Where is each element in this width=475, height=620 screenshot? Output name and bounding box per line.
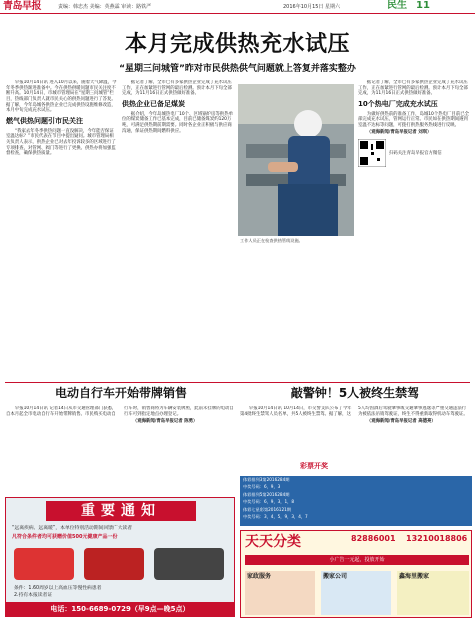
lottery-row: 体彩排列3第2016284期 xyxy=(243,477,290,482)
lead-subhead: 供热企业已备足煤炭 xyxy=(122,99,185,108)
story-byline: （观海新闻/青岛早报记者 陈勇） xyxy=(132,418,198,424)
qr-caption: 扫码关注青岛早报官方微信 xyxy=(389,150,442,156)
lead-paragraph: 据记者了解，全市已有多家供热企业完成了充水试压工作，正在加紧进行管网的最后检测。预计本月下旬全部完成，为11月16日正式供热做好准备。 xyxy=(358,80,468,97)
classified-box-3: 鑫海里搬家 xyxy=(397,571,469,615)
headline-banned: 敲警钟！5人被终生禁驾 xyxy=(290,386,420,400)
story-paragraph: 早报10月14日讯 记者14日从市交通管理部门获悉，自本月起全市电动自行车开始带牌销售。市民购买电动自行车时，销售商将为车辆安装牌照，此前未挂牌的电动自行车可到指定地点办理登记。 xyxy=(6,406,234,417)
advert-note1: 条件：1.60周岁以上高血压等慢性病患者 xyxy=(14,586,102,591)
lottery-row: 中奖号码：3，4，5，9，3，4，7 xyxy=(243,513,308,519)
lead-column-2 xyxy=(122,80,234,380)
classified-box-2: 搬家公司 xyxy=(321,571,391,615)
story-byline: （观海新闻/青岛早报记者 高德亮） xyxy=(366,418,436,424)
lottery-row: 体彩七星彩第2016121期 xyxy=(243,506,291,512)
issue-date: 2016年10月15日 星期六 xyxy=(283,4,341,10)
notice-advert xyxy=(5,497,235,617)
story-ebike xyxy=(6,386,236,496)
lead-paragraph: 据记者了解，全市已有多家供热企业完成了充水试压工作，正在加紧进行管网的最后检测。预计本月下旬全部完成，为11月16日正式供热做好准备。 xyxy=(122,80,232,97)
lead-paragraph: 早报10月14日讯 进入10月以来，随着天气降温，今年冬季供热渐进准备中。今在供热供暖问题市民关注度不断升高。10月14日，市城市管理局在“星期三问城管”栏目，热线部门负责人就市民关心的供热问题进行了答复。据了解，今年岛城各供热企业已完成供热设施维修改造，本月中旬完成充水试压。 xyxy=(6,80,117,114)
subheadline-main: “星期三问城管”昨对市民供热供气问题就上答复并落实整办 xyxy=(119,64,356,74)
editor-credits: 责编：韩忠杰 美编：英燕霖 审读：路铁严 xyxy=(58,4,152,10)
worker-photo-illustration xyxy=(238,84,354,236)
lead-paragraph: 为做好供热前的准备工作，岛城10个热电厂目前已全部完成充水试压，管网运行正常。市民如在供热期间遇到室温不达标等问题，可拨打供热服务热线进行反映。 xyxy=(358,111,469,129)
lottery-row: 体彩排列5第2016284期 xyxy=(243,491,290,497)
section-title: 民生 xyxy=(387,0,407,11)
lottery-row: 中奖号码：6，9，3 xyxy=(243,484,281,490)
headline-main: 本月完成供热充水试压 xyxy=(124,31,350,57)
product-images xyxy=(14,544,228,584)
advert-phone[interactable]: 电话：150-6689-0729（早9点—晚5点） xyxy=(6,602,234,616)
divider xyxy=(5,382,470,383)
lead-paragraph: 据介绍，今年岛城热电厂10个、区域锅炉房等供热单位的煤炭储备工作已基本完成，目前已储备煤炭约120万吨，可满足供热期前期需要。同时各企业正积极与供应商沟通，保证供热期间燃料供应。 xyxy=(122,111,233,134)
lead-subhead: 燃气供热问题引市民关注 xyxy=(6,116,83,125)
lead-subhead: 10个热电厂完成充水试压 xyxy=(358,99,438,108)
photo-caption: 工作人员正在检查供热管线设施。 xyxy=(240,238,303,243)
classified-banner: 小广告一元起，投放开始 xyxy=(245,555,469,565)
newspaper-logo: 青岛早报 xyxy=(3,1,41,12)
page-number: 11 xyxy=(416,0,430,11)
lead-column-3 xyxy=(358,80,470,380)
advert-title: 重要通知 xyxy=(46,501,196,521)
advert-line2: 凡符合条件者均可获赠价值500元健康产品一份 xyxy=(12,534,118,540)
story-banned-body xyxy=(240,406,470,446)
story-ebike-body xyxy=(6,406,236,496)
masthead xyxy=(0,0,475,14)
advert-line1: “远离疾病、远离暖”，本单位特别活动期间回馈广大读者 xyxy=(12,526,133,531)
lead-column-1 xyxy=(6,80,118,380)
advert-note2: 2.持有本报读者证 xyxy=(14,593,53,598)
lottery-row: 中奖号码：6，9，3，1，8 xyxy=(243,499,295,505)
qr-code-icon[interactable] xyxy=(358,139,386,167)
lead-byline: （观海新闻/青岛早报记者 刘琪） xyxy=(366,129,432,135)
qr-block xyxy=(358,139,470,167)
lead-paragraph: “我家去年冬季供热问题一直没解决，今年能否保证室温达标？”市民代表在节目中提出疑问。城市管理局相关负责人表示，供热企业已对去年投诉较多的区域进行了专项排查，对管网、阀门等进行了更换。供热办将加强监督检查，确保供热质量。 xyxy=(6,128,116,157)
lottery-results xyxy=(240,476,472,526)
lottery-heading: 彩票开奖 xyxy=(300,462,328,470)
classified-box-1: 家政服务 xyxy=(245,571,315,615)
headline-ebike: 电动自行车开始带牌销售 xyxy=(54,386,187,400)
story-paragraph: 早报10月14日讯 10月14日，市交警支队公布了今年第4批终生禁驾人员名单，共5人被终生禁驾。据了解，这5人均因酒后驾驶肇事或交通肇事逃逸等严重交通违法行为被依法吊销驾驶证，终生不得重新取得机动车驾驶证。 xyxy=(240,406,468,417)
classified-phone1[interactable]: 82886001 xyxy=(351,534,396,543)
lead-photo xyxy=(238,84,354,236)
classified-ads xyxy=(240,530,472,618)
classified-title: 天天分类 xyxy=(245,534,301,550)
story-banned xyxy=(240,386,470,446)
classified-phone2[interactable]: 13210018806 xyxy=(406,534,468,543)
